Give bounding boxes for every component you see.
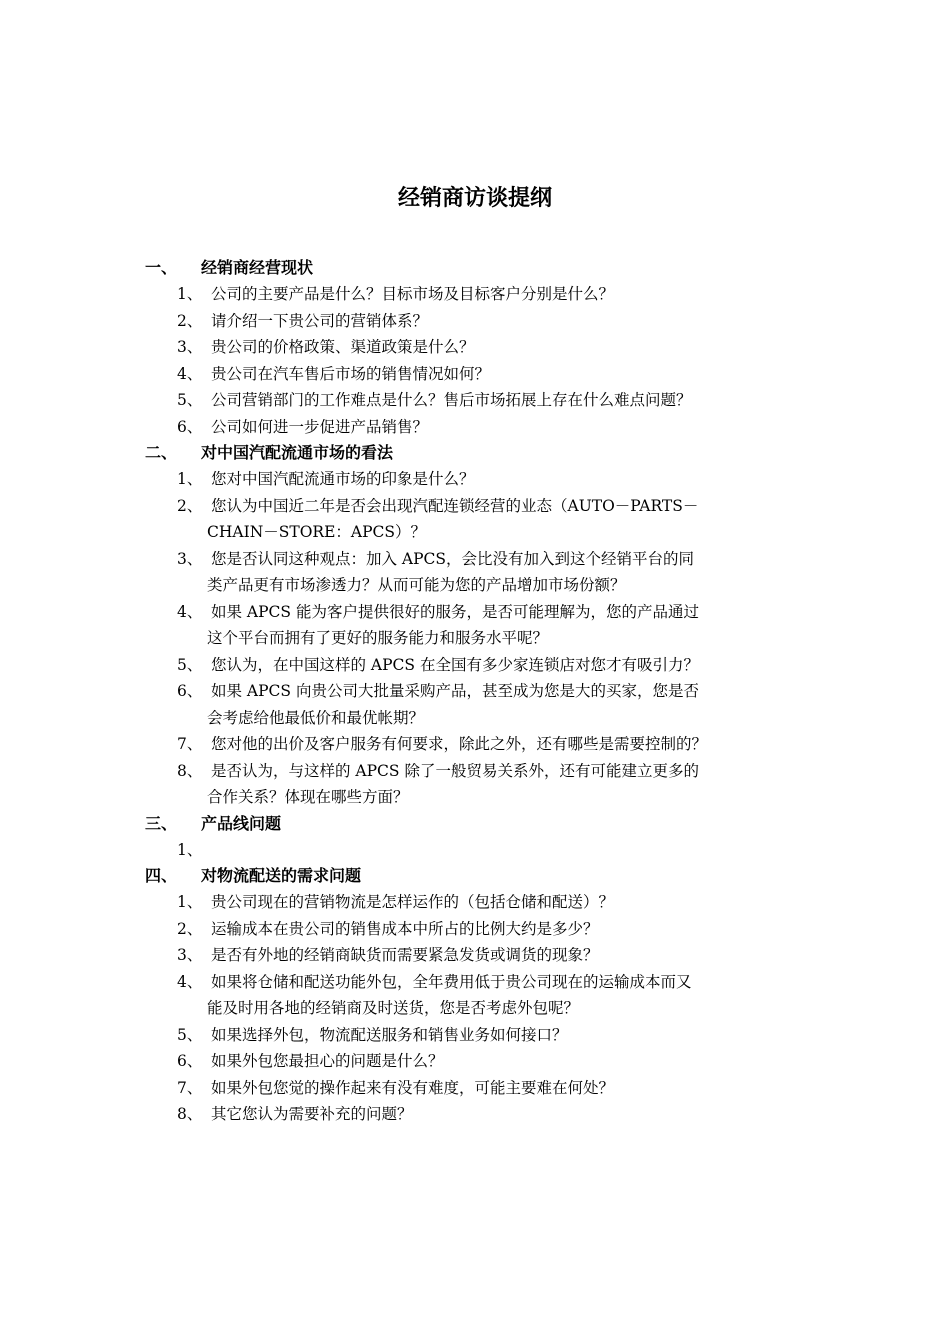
question-line: 类产品更有市场渗透力？从而可能为您的产品增加市场份额？: [207, 576, 626, 594]
question-number: 5、: [177, 655, 203, 674]
question-text: [211, 1101, 825, 1128]
question-number: 8、: [177, 1105, 203, 1123]
question-number: 2、: [177, 919, 203, 938]
question-number: 5、: [177, 1025, 203, 1044]
question-line: 这个平台而拥有了更好的服务能力和服务水平呢？: [207, 629, 549, 647]
question-text: [211, 1048, 825, 1075]
question-line: 如果选择外包，物流配送服务和销售业务如何接口？: [211, 1025, 568, 1044]
question-line: 贵公司现在的营销物流是怎样运作的（包括仓储和配送）？: [211, 893, 615, 911]
question-text: [211, 281, 825, 308]
question-item: [145, 414, 825, 441]
question-line: 您是否认同这种观点：加入 APCS，会比没有加入到这个经销平台的同: [211, 549, 695, 568]
question-number: 7、: [177, 1078, 203, 1097]
document-body: [145, 255, 825, 1128]
question-item: [145, 1075, 825, 1102]
section-heading: [145, 863, 825, 889]
question-line: [211, 837, 825, 864]
section-number: 四、: [145, 866, 178, 885]
question-line: 请介绍一下贵公司的营销体系？: [211, 311, 429, 330]
question-item: [145, 889, 825, 916]
question-line: 能及时用各地的经销商及时送货，您是否考虑外包呢？: [207, 999, 580, 1017]
question-item: [145, 678, 825, 731]
question-line: 您对他的出价及客户服务有何要求，除此之外，还有哪些是需要控制的？: [211, 735, 708, 753]
question-item: [145, 281, 825, 308]
question-line: 如果外包您觉的操作起来有没有难度，可能主要难在何处？: [211, 1078, 615, 1097]
question-text: [207, 969, 825, 1022]
question-item: [145, 361, 825, 388]
section-heading: [145, 440, 825, 466]
question-item: [145, 599, 825, 652]
question-number: 6、: [177, 417, 203, 436]
question-text: [211, 466, 825, 493]
question-item: [145, 969, 825, 1022]
question-line: 如果将仓储和配送功能外包，全年费用低于贵公司现在的运输成本而又: [211, 972, 692, 991]
question-line: 您认为，在中国这样的 APCS 在全国有多少家连锁店对您才有吸引力？: [211, 655, 699, 674]
question-item: [145, 493, 825, 546]
question-number: 8、: [177, 761, 203, 780]
section-heading: [145, 255, 825, 281]
question-number: 2、: [177, 496, 203, 515]
question-text: [211, 334, 825, 361]
question-line: 您认为中国近二年是否会出现汽配连锁经营的业态（AUTO－PARTS－: [211, 496, 699, 515]
question-line: CHAIN－STORE：APCS）？: [207, 523, 427, 541]
document-title: 经销商访谈提纲: [397, 186, 552, 211]
question-text: [211, 387, 825, 414]
question-line: 其它您认为需要补充的问题？: [211, 1105, 413, 1123]
question-text: [211, 837, 825, 864]
section-title: 经销商经营现状: [201, 258, 314, 277]
question-text: [211, 889, 825, 916]
question-item: [145, 837, 825, 864]
question-line: 如果外包您最担心的问题是什么？: [211, 1052, 444, 1070]
question-text: [211, 1075, 825, 1102]
question-number: 3、: [177, 549, 203, 568]
question-line: 您对中国汽配流通市场的印象是什么？: [211, 470, 475, 488]
question-number: 3、: [177, 946, 203, 964]
question-item: [145, 652, 825, 679]
question-line: 是否有外地的经销商缺货而需要紧急发货或调货的现象？: [211, 946, 599, 964]
question-text: [207, 493, 825, 546]
question-item: [145, 466, 825, 493]
question-number: 5、: [177, 391, 203, 409]
section-title: 对物流配送的需求问题: [201, 866, 362, 885]
question-text: [211, 308, 825, 335]
question-item: [145, 942, 825, 969]
question-text: [207, 678, 825, 731]
question-text: [211, 731, 825, 758]
question-number: 1、: [177, 893, 203, 911]
question-line: 运输成本在贵公司的销售成本中所占的比例大约是多少？: [211, 919, 599, 938]
section-title: 对中国汽配流通市场的看法: [201, 443, 394, 462]
question-text: [207, 758, 825, 811]
question-item: [145, 546, 825, 599]
question-item: [145, 758, 825, 811]
question-item: [145, 731, 825, 758]
question-text: [211, 916, 825, 943]
question-item: [145, 1101, 825, 1128]
question-line: 公司的主要产品是什么？目标市场及目标客户分别是什么？: [211, 285, 615, 303]
question-number: 1、: [177, 470, 203, 488]
section-number: 一、: [145, 258, 178, 277]
question-number: 4、: [177, 602, 203, 621]
question-line: 会考虑给他最低价和最优帐期？: [207, 708, 425, 727]
question-text: [207, 599, 825, 652]
question-number: 4、: [177, 972, 203, 991]
question-text: [211, 414, 825, 441]
question-item: [145, 334, 825, 361]
question-line: 公司营销部门的工作难点是什么？售后市场拓展上存在什么难点问题？: [211, 391, 692, 409]
section-number: 二、: [145, 443, 178, 462]
question-number: 4、: [177, 364, 203, 383]
question-text: [211, 942, 825, 969]
question-text: [211, 652, 825, 679]
question-line: 公司如何进一步促进产品销售？: [211, 417, 429, 436]
section-title: 产品线问题: [201, 813, 282, 833]
question-number: 2、: [177, 311, 203, 330]
question-line: 合作关系？体现在哪些方面？: [207, 788, 409, 806]
question-line: 如果 APCS 向贵公司大批量采购产品，甚至成为您是大的买家，您是否: [211, 682, 699, 700]
question-text: [211, 1022, 825, 1049]
question-line: 贵公司的价格政策、渠道政策是什么？: [211, 338, 475, 356]
question-item: [145, 387, 825, 414]
question-item: [145, 916, 825, 943]
question-number: 1、: [177, 840, 203, 859]
section-number: 三、: [145, 813, 178, 833]
question-item: [145, 1048, 825, 1075]
question-number: 7、: [177, 735, 203, 753]
question-line: 如果 APCS 能为客户提供很好的服务，是否可能理解为，您的产品通过: [211, 602, 699, 621]
question-item: [145, 1022, 825, 1049]
question-number: 6、: [177, 682, 203, 700]
question-item: [145, 308, 825, 335]
question-number: 1、: [177, 285, 203, 303]
question-text: [211, 361, 825, 388]
question-line: 是否认为，与这样的 APCS 除了一般贸易关系外，还有可能建立更多的: [211, 761, 699, 780]
question-text: [207, 546, 825, 599]
section-heading: [145, 811, 825, 837]
question-number: 6、: [177, 1052, 203, 1070]
question-number: 3、: [177, 338, 203, 356]
question-line: 贵公司在汽车售后市场的销售情况如何？: [211, 364, 491, 383]
